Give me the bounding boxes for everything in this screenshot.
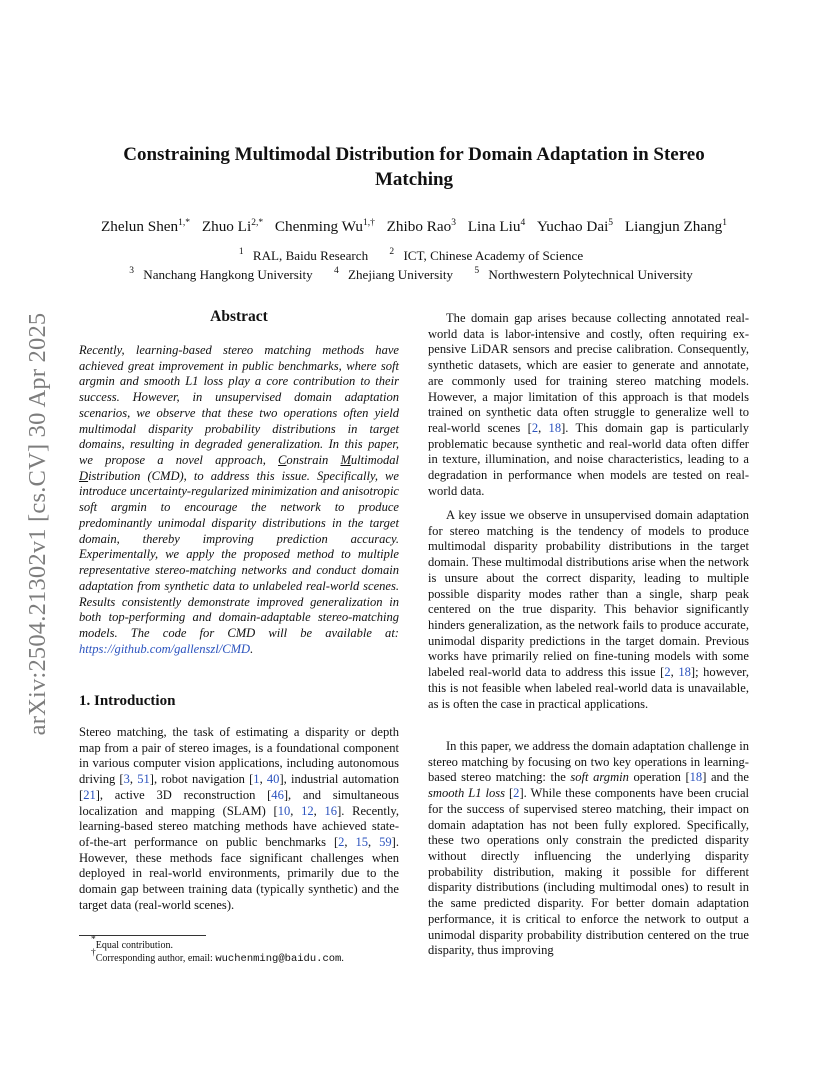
code-link[interactable]: https://github.com/gallenszl/CMD [79, 641, 251, 656]
abstract-text: Recently, learning-based stereo matching methods have achieved great improvement in public benchmarks, where soft argmin and smooth L1 loss play a core contribution to their success. However, in unsupervised domain adaptation scenarios, we observe that these two operations often yield multimodal disparity probability distributions in target domains, resulting in degraded generalization. In this paper, we propose a novel approach, Constrain Multimodal Distribution (CMD), to address this issue. Specifically, we introduce uncertainty-regularized minimization and anisotropic soft argmin to encourage the network to produce predominantly unimodal disparity distributions in the target domain, thereby improving prediction accuracy. Experimentally, we apply the proposed method to multiple representative stereo-matching networks and conduct domain adaptation from synthetic data to unlabeled real-world scenes. Results consistently demonstrate improved generalization in both top-performing and domain-adaptable stereo-matching models. The code for CMD will be available at: https://github.com/gallenszl/CMD. [79, 343, 400, 656]
arxiv-stamp-text: arXiv:2504.21302v1 [cs.CV] 30 Apr 2025 [24, 312, 51, 736]
paper-title: Constraining Multimodal Distribution for Domain Adaptation in Stereo Matching [123, 144, 705, 190]
abstract-heading: Abstract [210, 308, 268, 325]
right-paragraph-3: In this paper, we address the domain adaptation challenge in stereo matching by focusing on two key operations in learning-based stereo matching: the soft argmin operation [18] and the smooth L1 loss [2]. While these components have been crucial for the success of supervised stereo matching, their impact on domain adaptation has not been fully explored. Specifically, these two operations only constrain the predicted disparity without directly influencing the underlying disparity probability distribution, making it possible for different disparity distributions (including multimodal ones) to result in the same predicted disparity. For better domain adaptation performance, it is critical to enforce the network to output a unimodal disparity probability distribution centered on the true disparity, thus improving [428, 739, 750, 958]
citation[interactable]: 12 [301, 803, 314, 818]
email: wuchenming@baidu.com [215, 953, 342, 965]
author: Zhelun Shen$^{1,*}$ [100, 218, 191, 235]
citation[interactable]: 18 [678, 665, 691, 680]
author: Yuchao Dai$^5$ [537, 218, 614, 235]
author: Zhibo Rao$^3$ [386, 218, 456, 235]
citation[interactable]: 40 [266, 772, 280, 787]
affiliations-line-2 [60, 267, 768, 283]
citation[interactable]: 2 [531, 421, 539, 436]
section-heading-introduction: 1. Introduction [79, 693, 176, 709]
citation[interactable]: 1 [253, 772, 260, 787]
affiliation: $^2$ ICT, Chinese Academy of Science [389, 247, 584, 263]
citation[interactable]: 2 [513, 786, 520, 801]
affiliation: $^5$ Northwestern Polytechnical University [474, 266, 693, 282]
author: Lina Liu$^4$ [467, 218, 526, 235]
author-list [60, 218, 768, 236]
citation[interactable]: 21 [83, 787, 96, 802]
author: Chenming $Wu^{1,\dagger}$ [274, 218, 375, 235]
affiliation: $^4$ Zhejiang University [333, 266, 454, 282]
footnote-rule [79, 935, 206, 936]
affiliation: $^1$ RAL, Baidu Research [238, 247, 369, 263]
citation[interactable]: 2 [664, 665, 671, 680]
citation[interactable]: 16 [324, 803, 338, 818]
citation[interactable]: 59 [379, 835, 392, 850]
footnote-equal-contribution: *Equal contribution. [91, 935, 173, 951]
author: Zhuo $Li^{2,*}$ [201, 218, 264, 235]
right-paragraph-1: The domain gap arises because collecting annotated real-world data is labor-intensive and costly, often requiring expensive LiDAR sensors and precise calibration. Consequently, synthetic datasets, which are easier to generate and annotate, are commonly used for training stereo matching models. However, a major limitation of this approach is that models trained on synthetic data often struggle to generalize well to real-world scenes [2, 18]. This domain gap is particularly problematic because synthetic and real-world data often differ in texture, illumination, and noise characteristics, leading to a degradation in performance when models are tested on real-world data. [428, 311, 749, 498]
footnote-corresponding-author: †Corresponding author, email: wuchenming@baidu.com. [91, 948, 344, 965]
affiliations-line-1 [60, 248, 768, 264]
intro-paragraph: Stereo matching, the task of estimating a disparity or depth map from a pair of stereo images, is a foundational component in various computer vision applications, including autonomous driving [3, 51], robot navigation [1, 40], industrial automation [21], active 3D reconstruction [46], and simultaneous localization and mapping (SLAM) [10, 12, 16]. Recently, learning-based stereo matching methods have achieved state-of-the-art performance on public benchmarks [2, 15, 59]. However, these methods face significant challenges when deployed in real-world environments, primarily due to the domain gap between training data (typically synthetic) and the target data (real-world scenes). [79, 725, 399, 912]
citation[interactable]: 15 [355, 835, 369, 850]
citation[interactable]: 3 [123, 772, 130, 787]
citation[interactable]: 18 [548, 421, 562, 436]
affiliation: $^3$ Nanchang Hangkong University [129, 266, 313, 282]
right-paragraph-2: A key issue we observe in unsupervised domain adaptation for stereo matching is the tendency of models to produce multimodal disparity probability distributions in the target domain. These multimodal distributions arise when the network is unsure about the correct disparity, leading to multiple possible disparity modes rather than a single, sharp peak centered on the true disparity. This behavior significantly hinders generalization, as the network fails to produce accurate, unimodal disparity predictions in the target domain. Previous works have primarily relied on fine-tuning models with some labeled real-world data to address this issue [2, 18]; however, this is not feasible when labeled real-world data is unavailable, as is often the case in practical applications. [428, 508, 749, 711]
citation[interactable]: 18 [689, 770, 703, 785]
author: Liangjun Zhang$^1$ [624, 218, 728, 235]
citation[interactable]: 10 [277, 803, 291, 818]
citation[interactable]: 46 [271, 787, 284, 802]
citation[interactable]: 51 [137, 772, 150, 787]
citation[interactable]: 2 [338, 835, 345, 850]
